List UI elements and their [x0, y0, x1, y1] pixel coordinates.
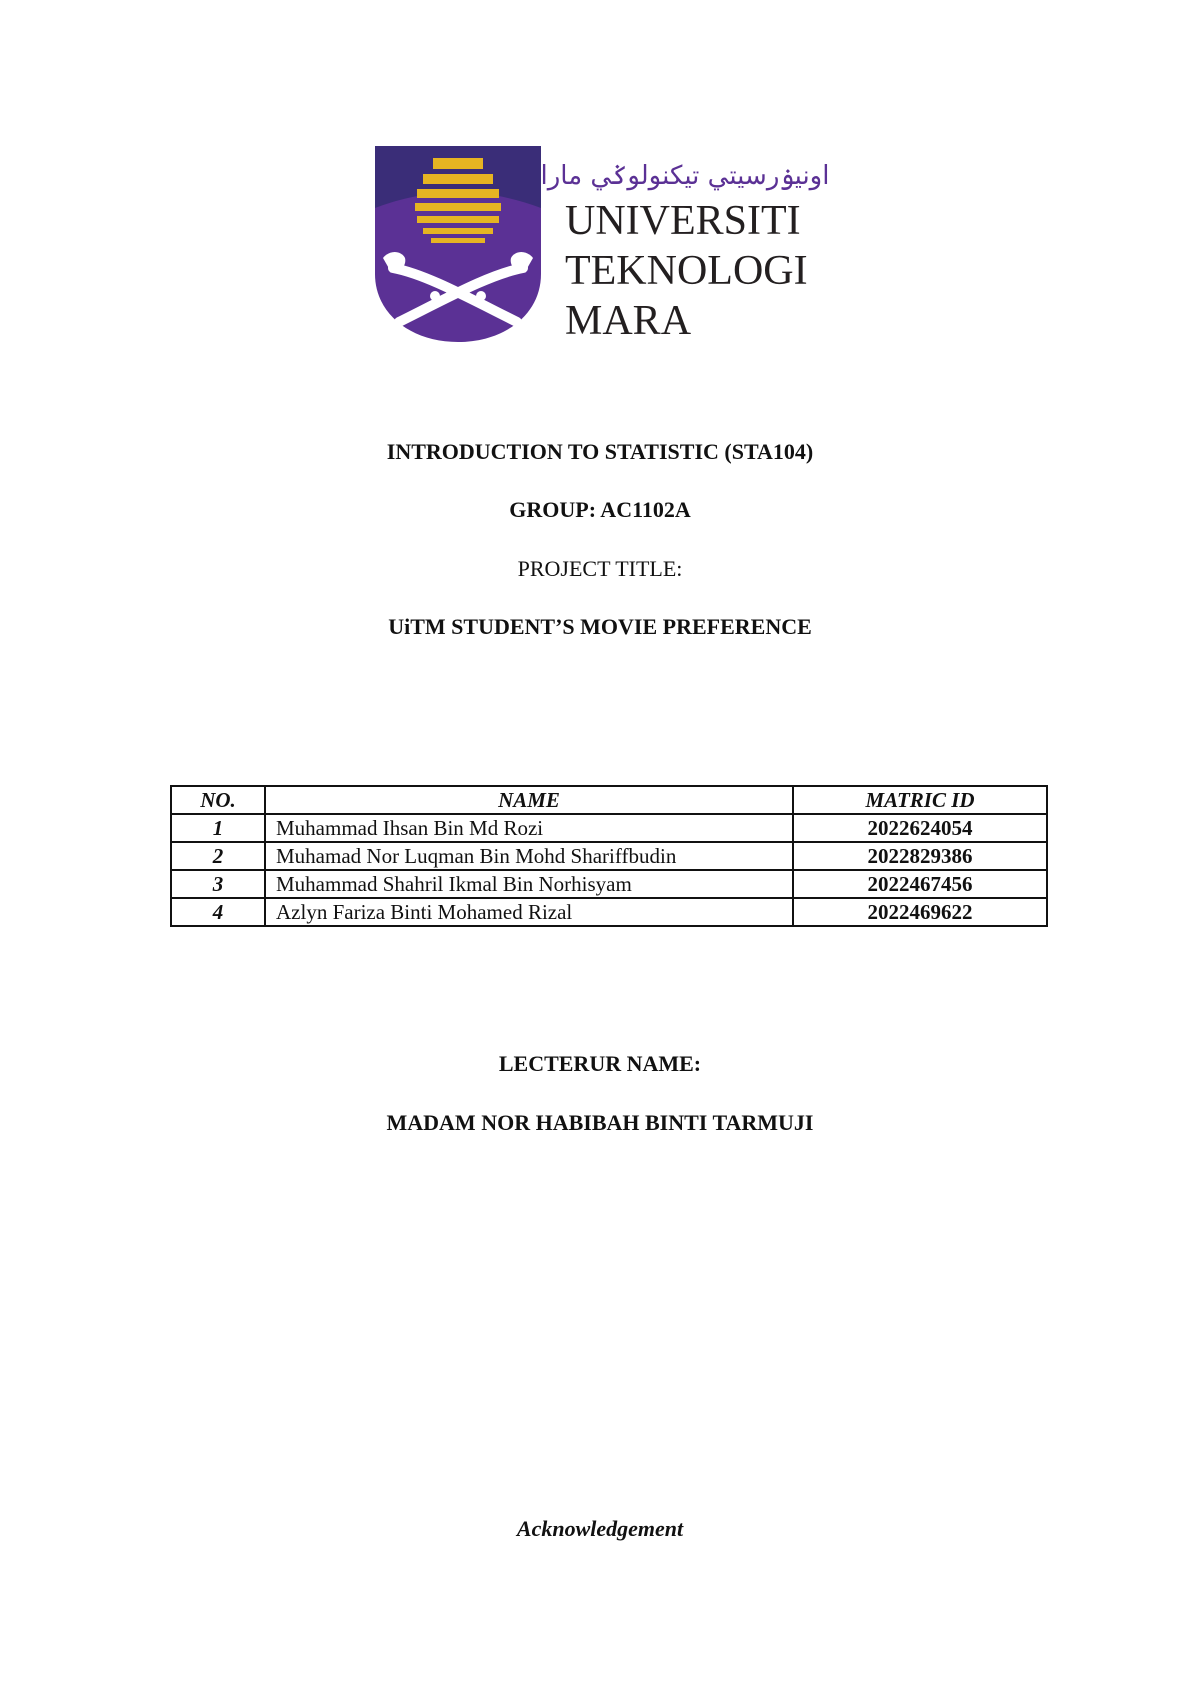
member-matric-id: 2022829386: [793, 842, 1047, 870]
logo-name-line3: MARA: [565, 298, 692, 342]
crest-emblem: [375, 146, 541, 342]
acknowledgement-heading: Acknowledgement: [516, 1516, 684, 1541]
course-title: INTRODUCTION TO STATISTIC (STA104): [386, 439, 814, 464]
members-table: [170, 785, 1048, 927]
table-row: [171, 814, 1047, 842]
lecturer-name: MADAM NOR HABIBAH BINTI TARMUJI: [386, 1110, 814, 1135]
group-code: GROUP: AC1102A: [509, 497, 691, 522]
table-row: [171, 898, 1047, 926]
header-name: NAME: [265, 786, 793, 814]
member-name: Muhammad Ihsan Bin Md Rozi: [265, 814, 793, 842]
member-no: 4: [171, 898, 265, 926]
member-matric-id: 2022469622: [793, 898, 1047, 926]
member-no: 3: [171, 870, 265, 898]
logo-name-line1: UNIVERSITI: [565, 198, 801, 244]
member-no: 2: [171, 842, 265, 870]
table-header-row: [171, 786, 1047, 814]
member-name: Azlyn Fariza Binti Mohamed Rizal: [265, 898, 793, 926]
project-title-label: PROJECT TITLE:: [517, 556, 683, 581]
table-row: [171, 842, 1047, 870]
member-matric-id: 2022467456: [793, 870, 1047, 898]
header-no: NO.: [171, 786, 265, 814]
lecturer-label: LECTERUR NAME:: [498, 1051, 702, 1076]
member-no: 1: [171, 814, 265, 842]
member-name: Muhamad Nor Luqman Bin Mohd Shariffbudin: [265, 842, 793, 870]
university-logo: [375, 146, 835, 342]
member-name: Muhammad Shahril Ikmal Bin Norhisyam: [265, 870, 793, 898]
header-matric-id: MATRIC ID: [793, 786, 1047, 814]
logo-name-line2: TEKNOLOGI: [565, 248, 808, 294]
member-matric-id: 2022624054: [793, 814, 1047, 842]
table-row: [171, 870, 1047, 898]
logo-jawi-text: اونيۏرسيتي تيکنولوݢي مارا: [540, 161, 830, 191]
project-title: UiTM STUDENT’S MOVIE PREFERENCE: [388, 614, 812, 639]
